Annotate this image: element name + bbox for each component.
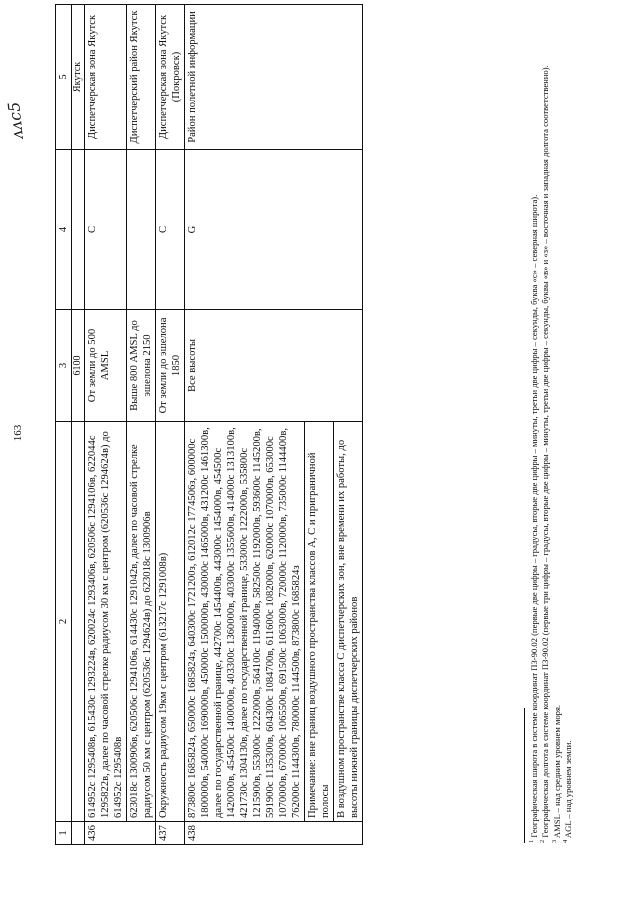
coordinates-cell: 623018с 1300906в, 620506с 1294106в, 614430с 1291042в, далее по часовой стрелке радиусом 50 км с центром (620536с 1294624в) до 623018с 1300906в xyxy=(127,422,156,822)
table-header-row xyxy=(56,5,72,845)
footnotes xyxy=(524,7,573,843)
footnote: $^4$ AGL – над уровнем земли. xyxy=(562,740,573,843)
zone-cell: Район полетной информации xyxy=(185,5,363,150)
row-436-height-top: 6100 xyxy=(72,310,85,422)
airspace-table xyxy=(55,4,363,845)
header-col-1: 1 xyxy=(56,822,72,845)
header-col-5: 5 xyxy=(56,5,72,150)
row-id: 436 xyxy=(85,822,156,845)
page-number: 163 xyxy=(12,424,24,442)
row-id: 438 xyxy=(185,822,363,845)
coordinates-cell: 873800с 1685824з, 650000с 1685824з, 640300с 1721200з, 612012с 1774506з, 600000с 1800000в, 540000с 1690000в, 450000с 1500000в, 430000с 1465000в, 431200с 1461300в, далее по государственной границе, 442700с 1454400в, 443000с 1454000в, 454500с 1420000в, 454500с 1400000в, 403300с 1360000в, 403000с 1355600в, 414000с 1313100в, 421730с 1304130в, далее по государственной границе, 533000с 1222000в, 535800с 1215900в, 553000с 1222000в, 564100с 1194000в, 582500с 1192000в, 593600с 1145200в, 591900с 1135300в, 604300с 1084700в, 611600с 1082000в, 620000с 1070000в, 653000с 1070000в, 670000с 1065500в, 691500с 1063000в, 720000с 1120000в, 735000с 1144400в, 762000с 1144300в, 780000с 1144500в, 873800с 1685824з xyxy=(185,422,305,822)
footnote-divider xyxy=(524,708,525,843)
header-col-4: 4 xyxy=(56,150,72,310)
zone-cell: Диспетчерская зона Якутск xyxy=(85,5,127,150)
height-cell: Выше 800 AMSL до эшелона 2150 xyxy=(127,310,156,422)
table-row xyxy=(185,5,305,845)
table-row xyxy=(85,5,127,845)
footnote: $^2$ Географическая долгота в системе координат ПЗ-90.02 (первые три цифры – градусы, вторые две цифры – минуты, третьи две цифры – секунды, буквы «в» и «з» – восточная и западная долгота соответственно). xyxy=(539,65,551,843)
class-cell: С xyxy=(85,150,127,310)
header-col-2: 2 xyxy=(56,422,72,822)
header-col-3: 3 xyxy=(56,310,72,422)
class-cell: G xyxy=(185,150,363,310)
class-cell xyxy=(127,150,156,310)
table-row xyxy=(127,5,156,845)
zone-cell: Диспетчерская зона Якутск (Покровск) xyxy=(156,5,185,150)
footnote: $^3$ AMSL – над средним уровнем моря. xyxy=(550,704,562,843)
coordinates-cell: Окружность радиусом 19км с центром (613217с 1291008в) xyxy=(156,422,185,822)
height-cell: От земли до эшелона 1850 xyxy=(156,310,185,422)
handwritten-signature: ᴧᴧc5 xyxy=(4,100,27,140)
row-436-zone-top: Якутск xyxy=(72,5,85,150)
row-id: 437 xyxy=(156,822,185,845)
table-spacer-row xyxy=(72,5,85,845)
height-cell: Все высоты xyxy=(185,310,363,422)
table-row xyxy=(156,5,185,845)
class-cell: С xyxy=(156,150,185,310)
coordinates-cell: 614952с 1295408в, 615430с 1293224в, 620024с 1293406в, 620506с 1294106в, 622044с 1295822в, далее по часовой стрелке радиусом 30 км с центром (620536с 1294624в) до 614952с 1295408в xyxy=(85,422,127,822)
height-cell: От земли до 500 AMSL xyxy=(85,310,127,422)
footnote: $^1$ Географическая широта в системе координат ПЗ-90.02 (первые две цифры – градусы, вторые две цифры – минуты, третьи две цифры – секунды, буква «с» – северная широта). xyxy=(528,194,539,843)
zone-cell: Диспетчерский район Якутск xyxy=(127,5,156,150)
note-cell: Примечание: вне границ воздушного пространства классов А, С и приграничной полосы xyxy=(305,422,334,822)
note-cell: В воздушном пространстве класса С диспетчерских зон, вне времени их работы, до высоты нижней границы диспетчерских районов xyxy=(334,422,363,822)
